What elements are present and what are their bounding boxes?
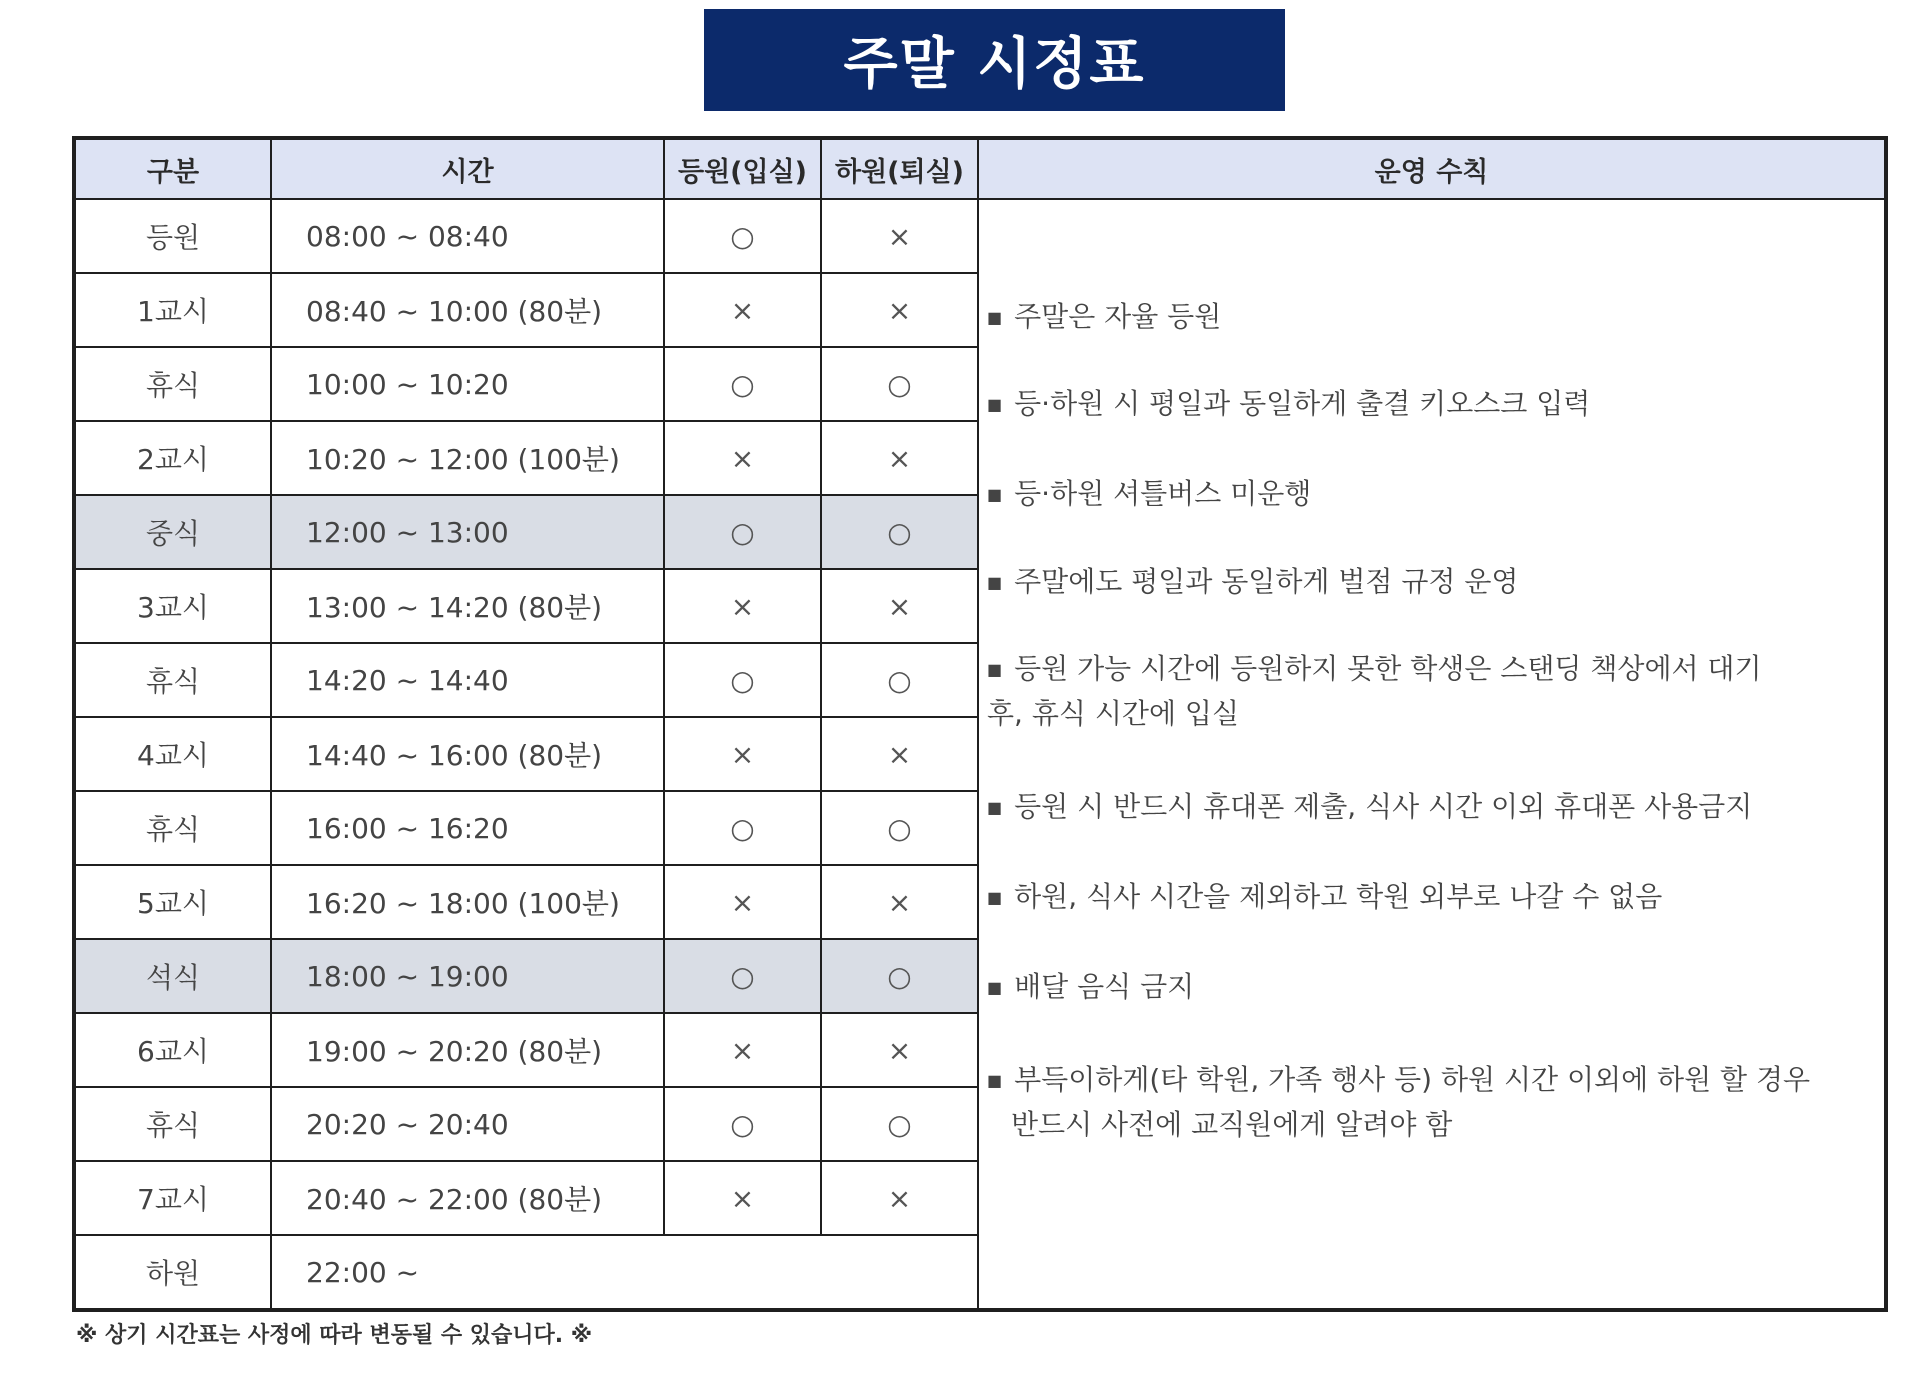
entry-allowed-mark: × — [664, 717, 821, 791]
exit-allowed-mark: ○ — [821, 791, 978, 865]
entry-allowed-mark: × — [664, 421, 821, 495]
period-time: 20:40 ~ 22:00 (80분) — [271, 1161, 664, 1235]
rule-item — [987, 472, 1874, 517]
header-category: 구분 — [74, 138, 271, 199]
entry-allowed-mark: ○ — [664, 347, 821, 421]
period-time: 10:20 ~ 12:00 (100분) — [271, 421, 664, 495]
period-time: 08:40 ~ 10:00 (80분) — [271, 273, 664, 347]
entry-allowed-mark: ○ — [664, 939, 821, 1013]
period-name: 3교시 — [74, 569, 271, 643]
rule-item — [987, 785, 1874, 830]
square-bullet-icon: ■ — [987, 660, 1003, 679]
table-row — [74, 199, 1886, 273]
square-bullet-icon: ■ — [987, 1071, 1003, 1090]
table-header-row — [74, 138, 1886, 199]
period-name: 중식 — [74, 495, 271, 569]
rule-item — [987, 1058, 1874, 1147]
period-name: 등원 — [74, 199, 271, 273]
period-name: 휴식 — [74, 791, 271, 865]
header-exit: 하원(퇴실) — [821, 138, 978, 199]
exit-allowed-mark: × — [821, 865, 978, 939]
period-time: 16:20 ~ 18:00 (100분) — [271, 865, 664, 939]
period-name: 6교시 — [74, 1013, 271, 1087]
square-bullet-icon: ■ — [987, 308, 1003, 327]
period-name: 하원 — [74, 1235, 271, 1310]
entry-allowed-mark: × — [664, 1161, 821, 1235]
rule-item — [987, 875, 1874, 920]
exit-allowed-mark: × — [821, 717, 978, 791]
period-name: 1교시 — [74, 273, 271, 347]
rule-text: 주말은 자율 등원 — [1014, 300, 1222, 333]
rule-item — [987, 382, 1874, 427]
period-name: 4교시 — [74, 717, 271, 791]
operating-rules — [978, 199, 1886, 1310]
schedule-table — [72, 136, 1888, 1312]
rule-text-continued: 반드시 사전에 교직원에게 알려야 함 — [1011, 1108, 1453, 1141]
square-bullet-icon: ■ — [987, 485, 1003, 504]
exit-allowed-mark: × — [821, 273, 978, 347]
period-name: 휴식 — [74, 347, 271, 421]
rule-text: 등·하원 셔틀버스 미운행 — [1014, 477, 1312, 510]
rule-item — [987, 560, 1874, 605]
period-time: 22:00 ~ — [271, 1235, 978, 1310]
square-bullet-icon: ■ — [987, 798, 1003, 817]
square-bullet-icon: ■ — [987, 888, 1003, 907]
exit-allowed-mark: ○ — [821, 643, 978, 717]
rule-item — [987, 647, 1874, 736]
rule-text: 등·하원 시 평일과 동일하게 출결 키오스크 입력 — [1014, 387, 1591, 420]
exit-allowed-mark: ○ — [821, 347, 978, 421]
entry-allowed-mark: ○ — [664, 1087, 821, 1161]
exit-allowed-mark: × — [821, 1013, 978, 1087]
exit-allowed-mark: × — [821, 569, 978, 643]
period-time: 19:00 ~ 20:20 (80분) — [271, 1013, 664, 1087]
rule-text: 등원 시 반드시 휴대폰 제출, 식사 시간 이외 휴대폰 사용금지 — [1014, 790, 1753, 823]
square-bullet-icon: ■ — [987, 395, 1003, 414]
entry-allowed-mark: × — [664, 273, 821, 347]
entry-allowed-mark: × — [664, 1013, 821, 1087]
rule-text: 등원 가능 시간에 등원하지 못한 학생은 스탠딩 책상에서 대기 — [1014, 652, 1762, 685]
rule-text-continued: 후, 휴식 시간에 입실 — [987, 697, 1239, 730]
period-time: 14:40 ~ 16:00 (80분) — [271, 717, 664, 791]
rule-text: 주말에도 평일과 동일하게 벌점 규정 운영 — [1014, 565, 1519, 598]
exit-allowed-mark: ○ — [821, 939, 978, 1013]
square-bullet-icon: ■ — [987, 978, 1003, 997]
exit-allowed-mark: ○ — [821, 495, 978, 569]
header-time: 시간 — [271, 138, 664, 199]
period-name: 7교시 — [74, 1161, 271, 1235]
entry-allowed-mark: ○ — [664, 791, 821, 865]
header-rules: 운영 수칙 — [978, 138, 1886, 199]
period-name: 석식 — [74, 939, 271, 1013]
period-name: 휴식 — [74, 643, 271, 717]
period-time: 12:00 ~ 13:00 — [271, 495, 664, 569]
exit-allowed-mark: × — [821, 1161, 978, 1235]
exit-allowed-mark: × — [821, 421, 978, 495]
entry-allowed-mark: ○ — [664, 643, 821, 717]
rule-item — [987, 965, 1874, 1010]
exit-allowed-mark: ○ — [821, 1087, 978, 1161]
rule-text: 배달 음식 금지 — [1014, 970, 1195, 1003]
period-name: 휴식 — [74, 1087, 271, 1161]
period-time: 10:00 ~ 10:20 — [271, 347, 664, 421]
rule-text: 하원, 식사 시간을 제외하고 학원 외부로 나갈 수 없음 — [1014, 880, 1663, 913]
footnote: ※ 상기 시간표는 사정에 따라 변동될 수 있습니다. ※ — [76, 1323, 593, 1348]
square-bullet-icon: ■ — [987, 573, 1003, 592]
entry-allowed-mark: ○ — [664, 199, 821, 273]
entry-allowed-mark: × — [664, 865, 821, 939]
period-time: 20:20 ~ 20:40 — [271, 1087, 664, 1161]
period-time: 08:00 ~ 08:40 — [271, 199, 664, 273]
header-entry: 등원(입실) — [664, 138, 821, 199]
entry-allowed-mark: ○ — [664, 495, 821, 569]
period-time: 18:00 ~ 19:00 — [271, 939, 664, 1013]
period-time: 13:00 ~ 14:20 (80분) — [271, 569, 664, 643]
rule-text: 부득이하게(타 학원, 가족 행사 등) 하원 시간 이외에 하원 할 경우 — [1014, 1063, 1811, 1096]
rule-item — [987, 295, 1874, 340]
page-title: 주말 시정표 — [704, 9, 1285, 111]
period-time: 16:00 ~ 16:20 — [271, 791, 664, 865]
period-name: 2교시 — [74, 421, 271, 495]
period-time: 14:20 ~ 14:40 — [271, 643, 664, 717]
entry-allowed-mark: × — [664, 569, 821, 643]
period-name: 5교시 — [74, 865, 271, 939]
exit-allowed-mark: × — [821, 199, 978, 273]
